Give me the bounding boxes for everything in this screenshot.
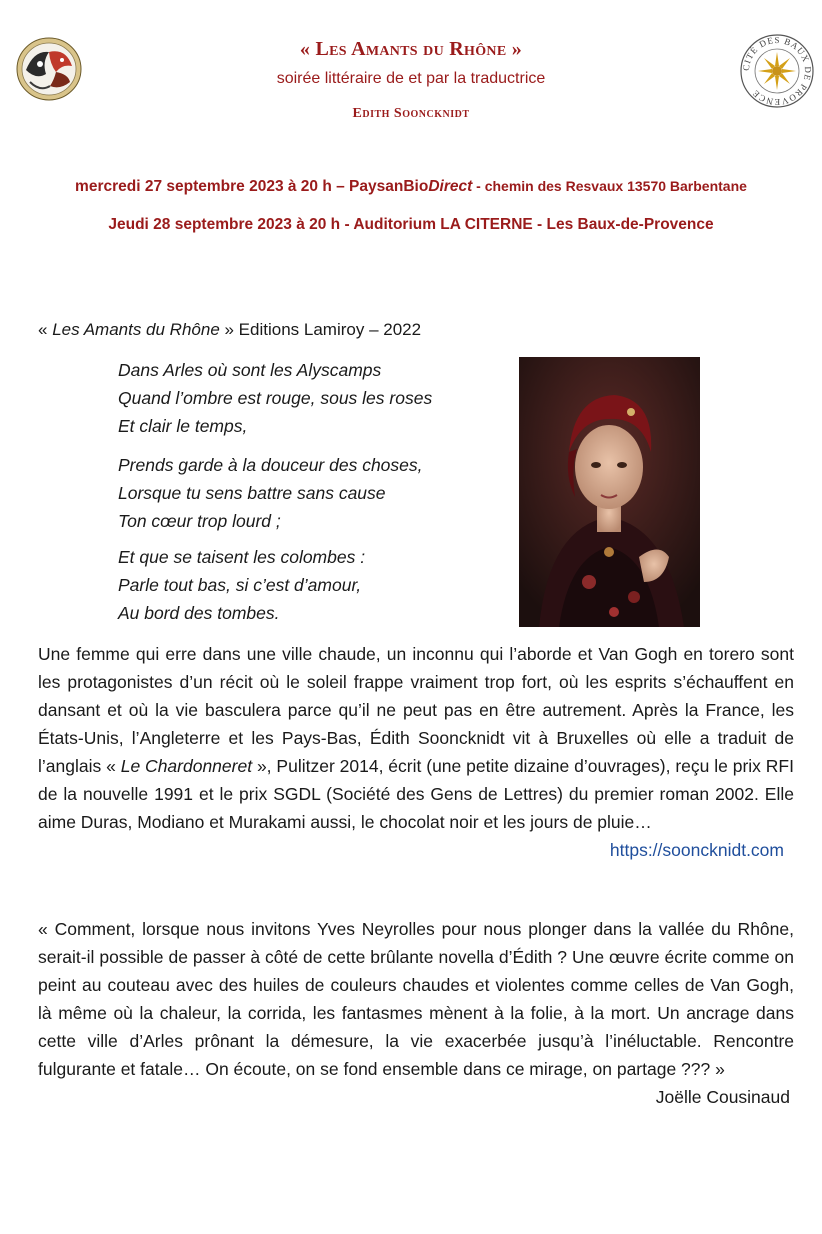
translated-book-title: Le Chardonneret bbox=[120, 756, 253, 776]
event1-location: - chemin des Resvaux 13570 Barbentane bbox=[472, 178, 747, 194]
quote-signature: Joëlle Cousinaud bbox=[655, 1087, 790, 1107]
seal-ring-text: CITÉ DES BAUX DE PROVENCE bbox=[740, 34, 814, 108]
poem-line: Parle tout bas, si c’est d’amour, bbox=[118, 575, 362, 595]
book-reference bbox=[38, 320, 421, 340]
page-subtitle: soirée littéraire de et par la traductrice bbox=[276, 70, 546, 87]
quote-text: « Comment, lorsque nous invitons Yves Neyrolles pour nous plonger dans la vallée du Rhône, serait-il possible de passer à côté de cette brûlante novella d’Édith ? Une œuvre écrite comme on peint au couteau avec des huiles de couleurs chaudes et violentes comme celles de Van Gogh, là même où la chaleur, la corrida, les fantasmes mènent à la folie, à la mort. Un ancrage dans cette ville d’Arles prônant la démesure, la vie exacerbée jusqu’à l’inéluctable. Rencontre fulgurante et fatale… On écoute, on se fond ensemble dans ce mirage, on partage ??? » bbox=[38, 919, 794, 1079]
poem-line: Lorsque tu sens battre sans cause bbox=[118, 483, 386, 503]
page-title: « Les Amants du Rhône » bbox=[299, 38, 523, 60]
event-line-1 bbox=[0, 178, 822, 196]
poem-line: Ton cœur trop lourd ; bbox=[118, 511, 281, 531]
bio-text-1: Une femme qui erre dans une ville chaude, un inconnu qui l’aborde et Van Gogh en torero sont les protagonistes d’un récit où le soleil frappe vraiment trop fort, où les esprits s’échauffent en dansant et où la vie basculera parce qu’il ne peut pas en être autrement. Après la France, les États-Unis, l’Angleterre et les Pays-Bas, Édith Sooncknidt vit à Bruxelles où elle a traduit de l’anglais « bbox=[38, 644, 794, 776]
author-name: Edith Sooncknidt bbox=[352, 106, 470, 121]
poem-line: Quand l’ombre est rouge, sous les roses bbox=[118, 388, 433, 408]
website-link[interactable]: https://sooncknidt.com bbox=[609, 840, 784, 860]
event-line-2: Jeudi 28 septembre 2023 à 20 h - Auditorium LA CITERNE - Les Baux-de-Provence bbox=[108, 216, 714, 233]
poem-stanza-1 bbox=[118, 356, 432, 440]
bio-paragraph bbox=[38, 640, 794, 864]
bio-text-2: », Pulitzer 2014, écrit (une petite dizaine d’ouvrages), reçu le prix RFI de la nouvelle 1991 et le prix SGDL (Société des Gens de Lettres) du premier roman 2002. Elle aime Duras, Modiano et Murakami aussi, le chocolat noir et les jours de pluie… bbox=[38, 756, 794, 832]
author-portrait bbox=[519, 357, 700, 627]
poem-line: Et clair le temps, bbox=[118, 416, 248, 436]
event1-date-venue: mercredi 27 septembre 2023 à 20 h – PaysanBio bbox=[75, 178, 429, 195]
quote-paragraph bbox=[38, 915, 794, 1111]
poem-line: Au bord des tombes. bbox=[118, 603, 280, 623]
poem-line: Dans Arles où sont les Alyscamps bbox=[118, 360, 382, 380]
poem-stanza-2 bbox=[118, 451, 423, 535]
poem-line: Prends garde à la douceur des choses, bbox=[118, 455, 423, 475]
poem-stanza-3 bbox=[118, 543, 365, 627]
event1-venue-italic: Direct bbox=[428, 178, 473, 195]
poem-line: Et que se taisent les colombes : bbox=[118, 547, 366, 567]
book-publisher: » Editions Lamiroy – 2022 bbox=[219, 320, 422, 339]
book-title: Les Amants du Rhône bbox=[52, 320, 220, 339]
book-quote-open: « bbox=[38, 320, 53, 339]
